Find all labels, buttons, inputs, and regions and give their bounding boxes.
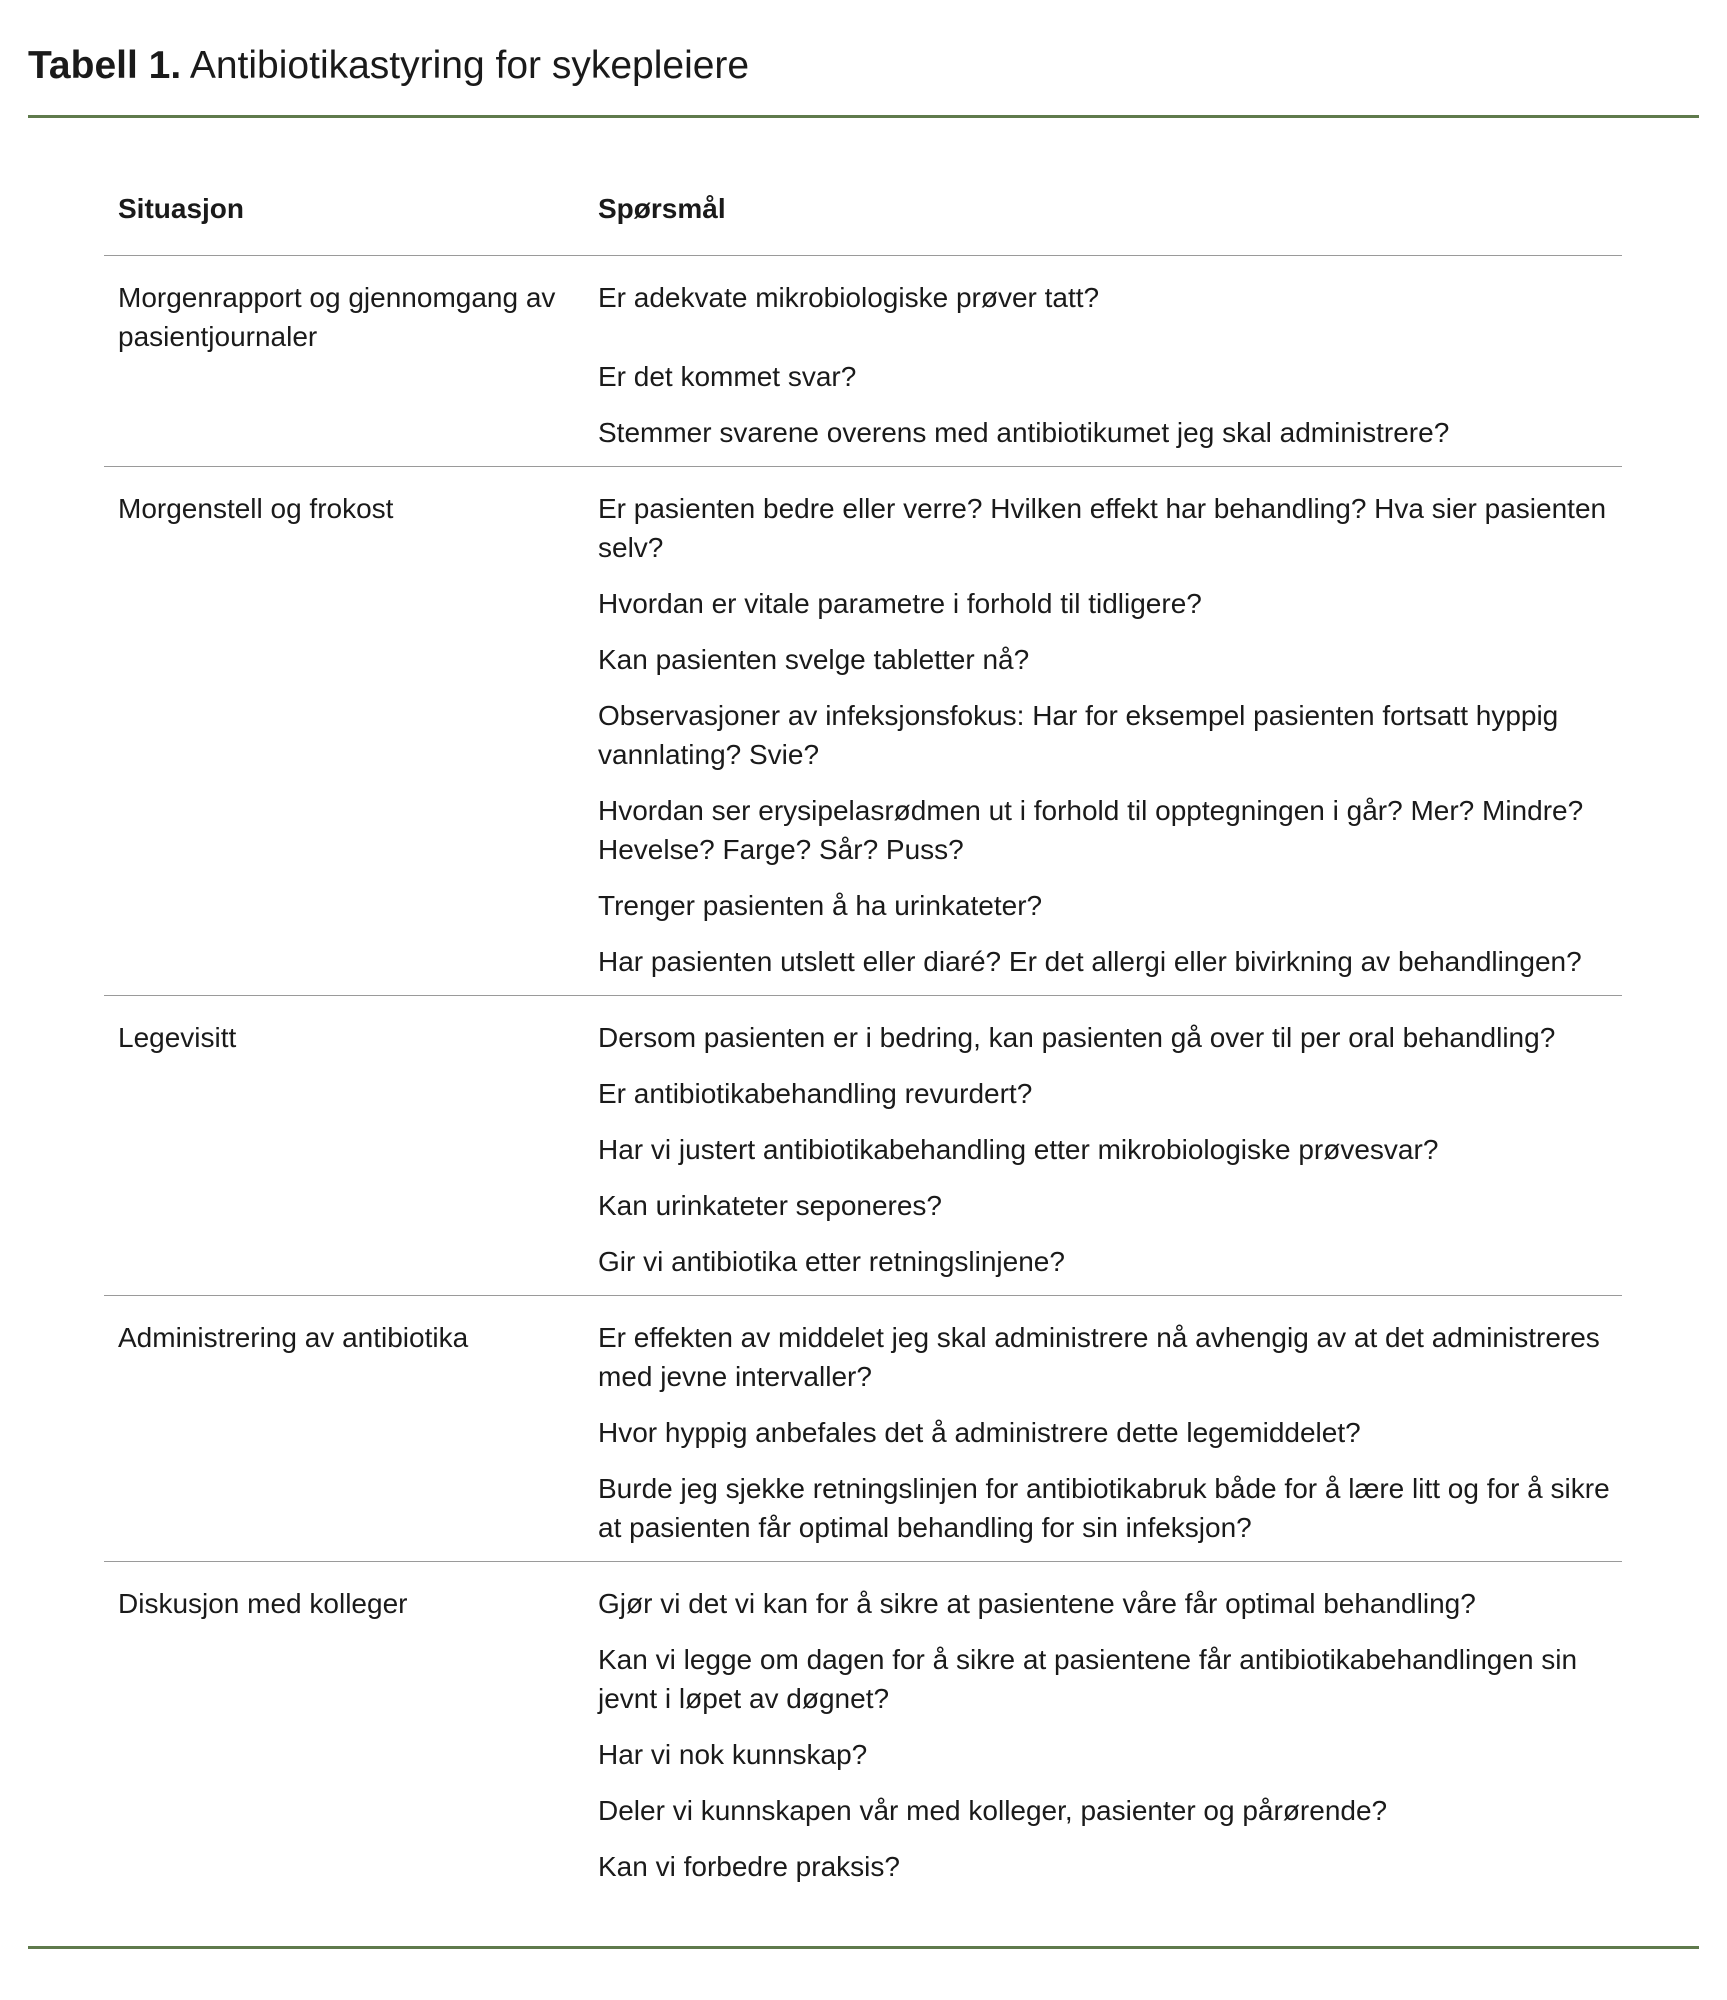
situation-cell: Morgenstell og frokost [104,467,584,996]
question-item: Trenger pasienten å ha urinkateter? [598,890,1043,921]
situation-cell: Legevisitt [104,996,584,1296]
question-item: Er pasienten bedre eller verre? Hvilken effekt har behandling? Hva sier pasienten selv? [598,493,1607,563]
table-row [104,1296,1622,1562]
table-row [104,256,1622,467]
question-item: Dersom pasienten er i bedring, kan pasienten gå over til per oral behandling? [598,1022,1556,1053]
header-row [104,175,1622,256]
question-item: Kan vi legge om dagen for å sikre at pasientene får antibiotikabehandlingen sin jevnt i løpet av døgnet? [598,1644,1578,1714]
questions-cell [584,256,1622,467]
question-item: Kan vi forbedre praksis? [598,1851,900,1882]
table-title [28,40,749,92]
bottom-divider [28,1946,1699,1949]
question-item: Er det kommet svar? [598,361,857,392]
top-divider [28,115,1699,118]
question-item: Gjør vi det vi kan for å sikre at pasientene våre får optimal behandling? [598,1588,1476,1619]
stewardship-table [104,175,1622,1900]
questions-cell [584,1562,1622,1901]
question-item: Har vi justert antibiotikabehandling etter mikrobiologiske prøvesvar? [598,1134,1439,1165]
question-item: Er effekten av middelet jeg skal administrere nå avhengig av at det administreres med jevne intervaller? [598,1322,1600,1392]
question-item: Er antibiotikabehandling revurdert? [598,1078,1033,1109]
situation-cell: Administrering av antibiotika [104,1296,584,1562]
question-item: Kan pasienten svelge tabletter nå? [598,644,1030,675]
question-item: Har pasienten utslett eller diaré? Er det allergi eller bivirkning av behandlingen? [598,946,1582,977]
questions-cell [584,996,1622,1296]
table-title-label: Tabell 1. [28,44,182,87]
question-item: Har vi nok kunnskap? [598,1739,868,1770]
question-item: Gir vi antibiotika etter retningslinjene? [598,1246,1065,1277]
question-item: Hvordan ser erysipelasrødmen ut i forhold til opptegningen i går? Mer? Mindre? Hevelse? Farge? Sår? Puss? [598,795,1584,865]
question-item: Er adekvate mikrobiologiske prøver tatt? [598,282,1100,313]
table-title-text: Antibiotikastyring for sykepleiere [189,44,750,87]
question-item: Hvordan er vitale parametre i forhold til tidligere? [598,588,1202,619]
question-item: Kan urinkateter seponeres? [598,1190,942,1221]
table-row [104,1562,1622,1901]
header-questions: Spørsmål [584,175,1622,256]
table-row [104,996,1622,1296]
question-item: Burde jeg sjekke retningslinjen for antibiotikabruk både for å lære litt og for å sikre at pasienten får optimal behandling for sin infeksjon? [598,1473,1610,1543]
questions-cell [584,1296,1622,1562]
situation-cell: Morgenrapport og gjennomgang av pasientjournaler [104,256,584,467]
question-item: Observasjoner av infeksjonsfokus: Har for eksempel pasienten fortsatt hyppig vannlating? Svie? [598,700,1559,770]
header-situation: Situasjon [104,175,584,256]
question-item: Stemmer svarene overens med antibiotikumet jeg skal administrere? [598,417,1450,448]
questions-cell [584,467,1622,996]
question-item: Hvor hyppig anbefales det å administrere dette legemiddelet? [598,1417,1361,1448]
situation-cell: Diskusjon med kolleger [118,1588,408,1619]
question-item: Deler vi kunnskapen vår med kolleger, pasienter og pårørende? [598,1795,1388,1826]
table-row [104,467,1622,996]
